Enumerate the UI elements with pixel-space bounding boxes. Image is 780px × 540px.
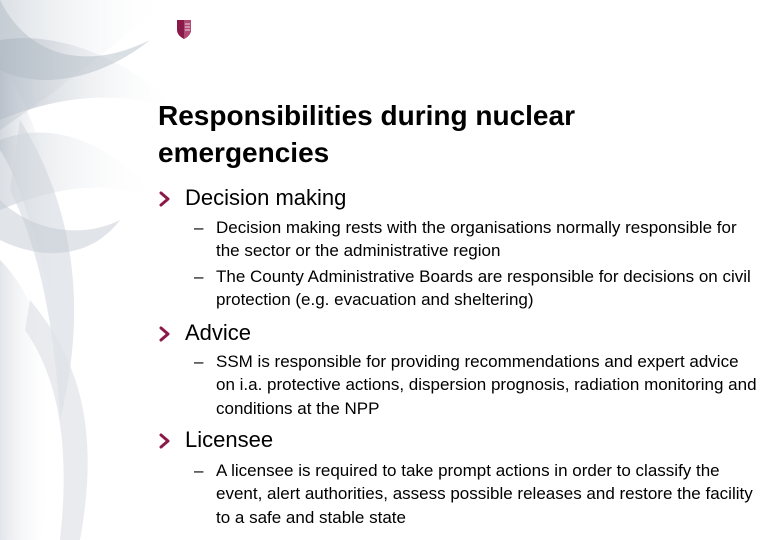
arrow-right-icon [158,326,172,342]
dash-marker: – [194,461,204,480]
slide-title-line: Responsibilities during nuclear [158,100,575,131]
bullet-heading-decision-making: Decision making [185,185,347,210]
slide-title-line: emergencies [158,137,330,168]
sub-bullet-text: A licensee is required to take prompt actions in order to classify the event, alert authorities, assess possible releases and restore the facility to a safe and stable state [216,461,753,527]
sub-bullet-text: Decision making rests with the organisations normally responsible for the sector or the administrative region [216,218,737,261]
arrow-right-icon [158,433,172,449]
bullet-heading-licensee: Licensee [185,427,274,452]
dash-marker: – [194,218,204,237]
dash-marker: – [194,352,204,371]
dash-marker: – [194,267,204,286]
bullet-heading-advice: Advice [185,320,252,345]
sub-bullet-text: SSM is responsible for providing recommendations and expert advice on i.a. protective actions, dispersion prognosis, radiation monitoring and conditions at the NPP [216,352,757,418]
arrow-right-icon [158,191,172,207]
sub-bullet-text: The County Administrative Boards are responsible for decisions on civil protection (e.g. evacuation and sheltering) [216,267,751,310]
